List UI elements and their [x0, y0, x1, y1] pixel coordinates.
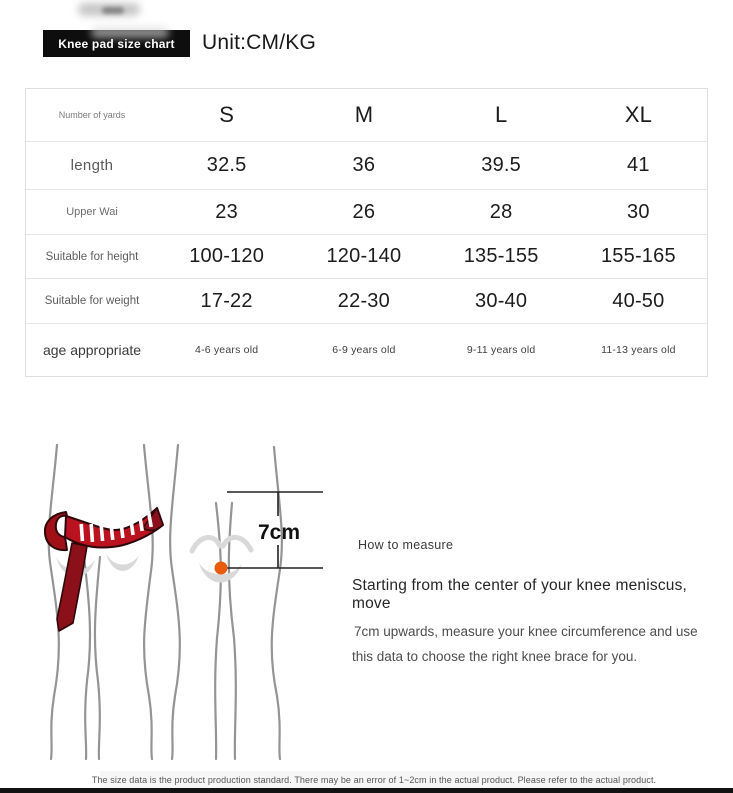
disclaimer-band: [91, 771, 657, 789]
row-label: Suitable for height: [45, 250, 139, 263]
row-label: age appropriate: [42, 342, 142, 358]
distance-label: 7cm: [257, 521, 301, 544]
watermark-smudge: [102, 7, 124, 14]
table-row: [26, 324, 707, 376]
table-cell: 17-22: [200, 289, 253, 312]
table-cell: 39.5: [481, 154, 521, 176]
table-cell: 22-30: [337, 289, 390, 312]
table-row: [26, 89, 707, 142]
measure-instruction-line: Starting from the center of your knee meniscus, move: [352, 577, 688, 612]
bottom-bar: [0, 788, 733, 793]
table-cell: 40-50: [612, 289, 665, 312]
page-title: Knee pad size chart: [58, 36, 175, 51]
table-cell: 4-6 years old: [194, 344, 259, 356]
measure-instruction-line: 7cm upwards, measure your knee circumference and use: [354, 624, 698, 639]
measure-instruction-line: this data to choose the right knee brace for you.: [352, 649, 638, 664]
size-header-s: S: [219, 102, 234, 127]
table-cell: 11-13 years old: [601, 344, 676, 356]
table-cell: 30-40: [475, 289, 528, 312]
table-cell: 6-9 years old: [332, 344, 396, 356]
table-cell: 32.5: [206, 154, 247, 176]
disclaimer-text: The size data is the product production standard. There may be an error of 1~2cm in the actual product. Please refer to the actual product.: [91, 775, 657, 785]
size-table: [25, 88, 708, 377]
title-badge: [43, 30, 190, 57]
table-cell: 155-165: [600, 245, 676, 267]
table-cell: 23: [215, 200, 238, 223]
how-to-measure-heading: How to measure: [358, 538, 454, 552]
table-cell: 30: [627, 200, 650, 223]
size-header-l: L: [495, 102, 508, 127]
knee-measure-illustration: [20, 433, 360, 763]
tape-tail: [57, 543, 87, 631]
table-cell: 41: [627, 154, 650, 176]
size-header-m: M: [354, 102, 374, 127]
table-cell: 100-120: [189, 245, 265, 267]
table-row: [26, 190, 707, 235]
table-cell: 135-155: [463, 245, 539, 267]
table-row: [26, 142, 707, 190]
knee-marker-dot: [215, 562, 228, 575]
table-cell: 9-11 years old: [466, 344, 536, 356]
table-cell: 26: [352, 200, 376, 223]
table-row: [26, 279, 707, 324]
table-row: [26, 235, 707, 279]
unit-label: Unit:CM/KG: [202, 31, 317, 54]
how-to-measure-section: [352, 538, 717, 664]
row-label: Upper Wai: [66, 206, 118, 218]
row-label: Number of yards: [58, 110, 126, 120]
table-cell: 120-140: [326, 245, 402, 267]
row-label: Suitable for weight: [44, 295, 140, 307]
row-label: length: [70, 157, 114, 174]
table-cell: 28: [489, 200, 513, 223]
table-cell: 36: [352, 154, 376, 176]
size-header-xl: XL: [624, 102, 652, 127]
